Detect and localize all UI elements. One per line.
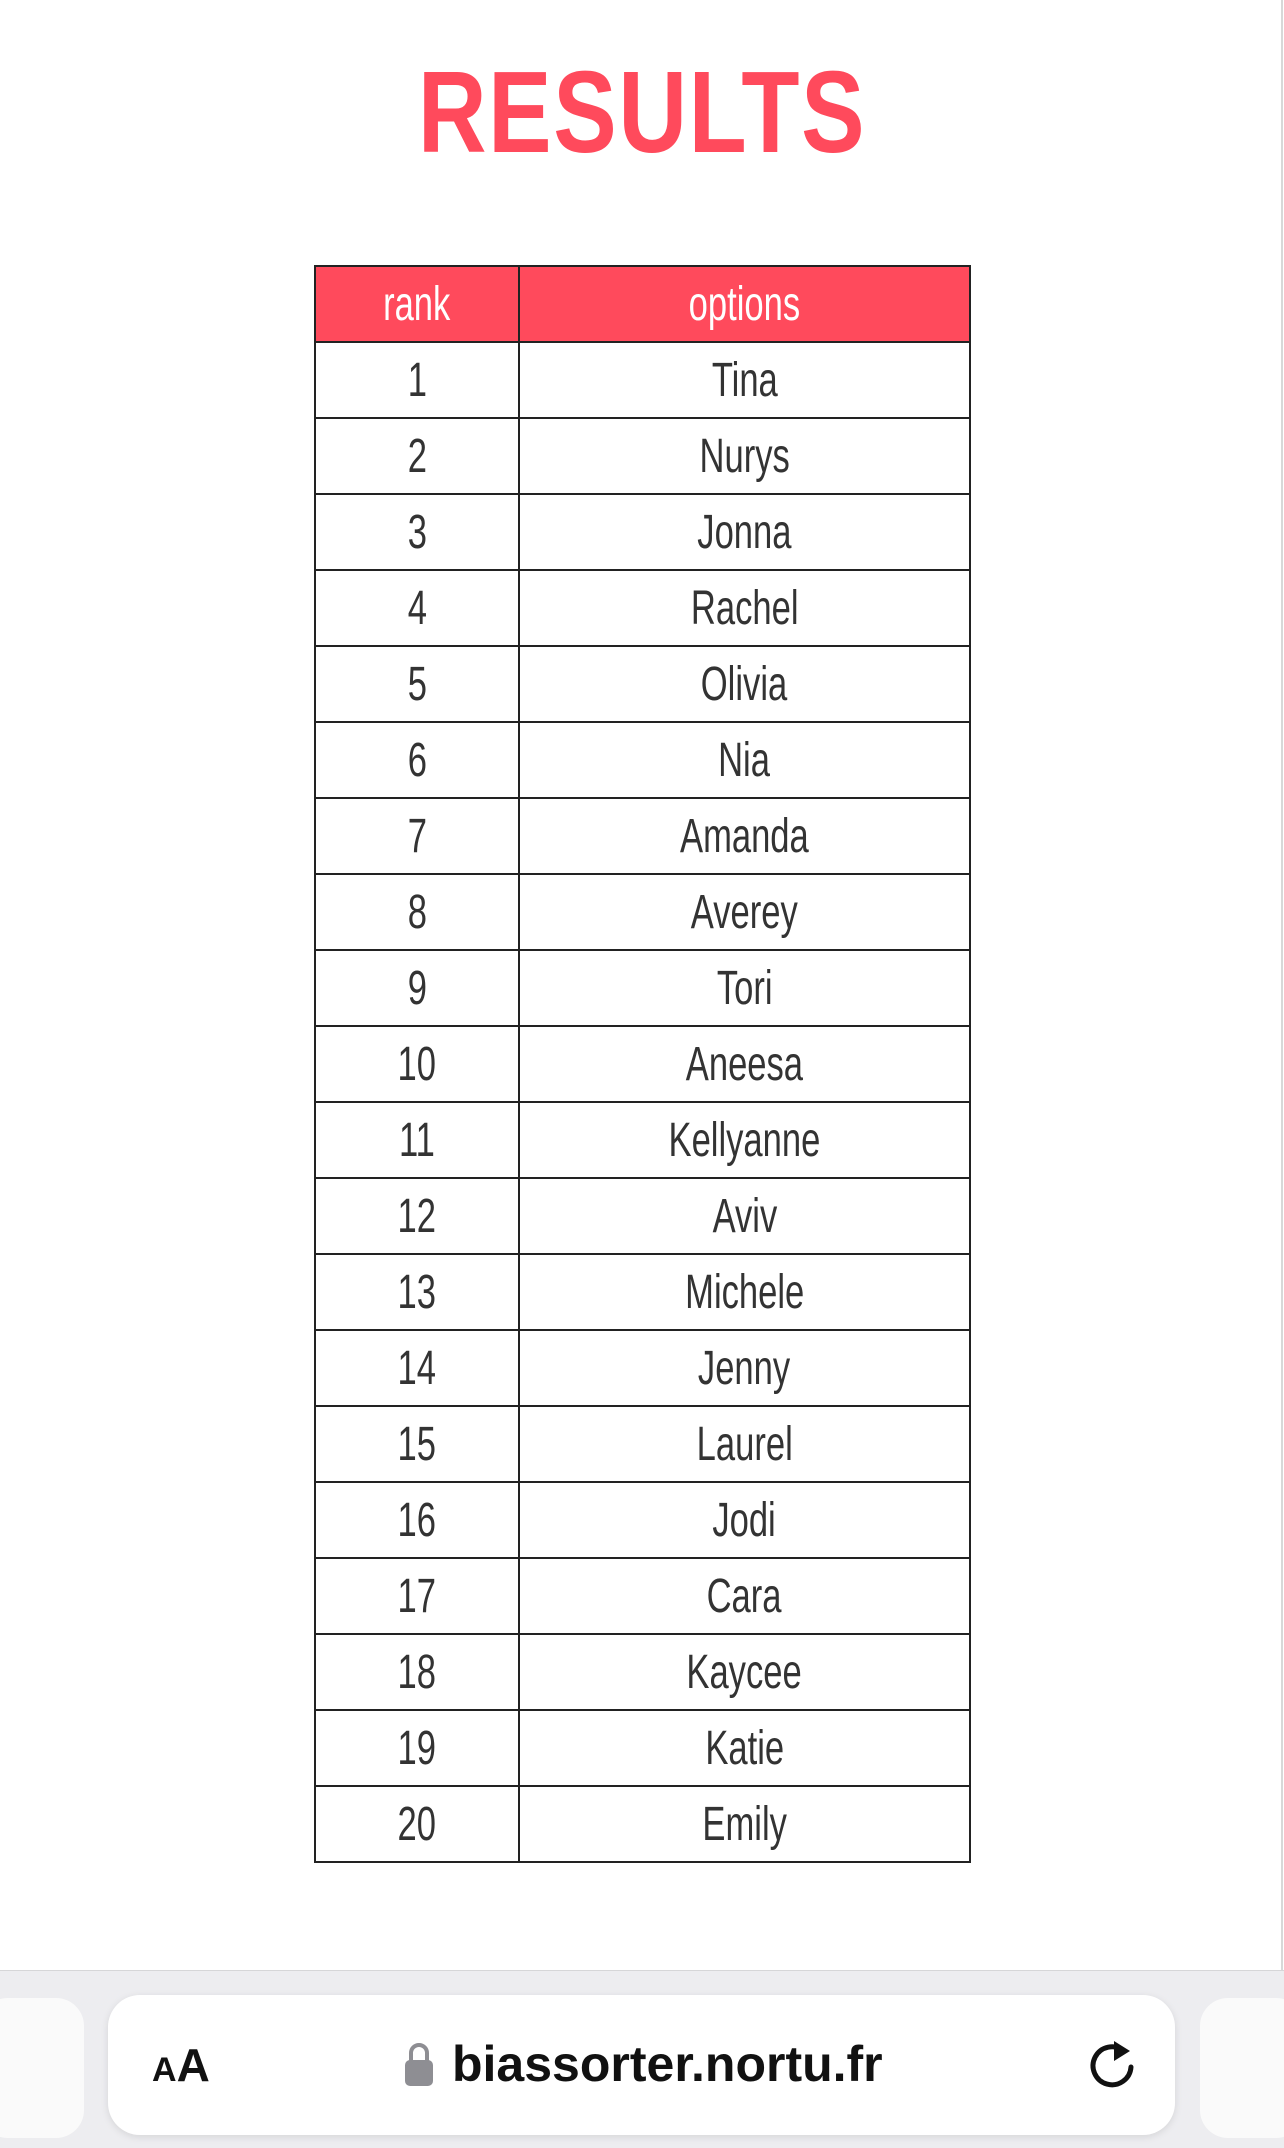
- header-rank: rank: [315, 266, 519, 342]
- text-size-button[interactable]: AA: [152, 2039, 210, 2091]
- rank-cell: 10: [315, 1026, 519, 1102]
- results-table: [314, 265, 971, 1863]
- table-row: [315, 1330, 970, 1406]
- rank-cell: 3: [315, 494, 519, 570]
- option-cell: Olivia: [519, 646, 970, 722]
- rank-cell: 13: [315, 1254, 519, 1330]
- table-row: [315, 950, 970, 1026]
- table-row: [315, 1254, 970, 1330]
- option-cell: Kaycee: [519, 1634, 970, 1710]
- rank-cell: 18: [315, 1634, 519, 1710]
- rank-cell: 14: [315, 1330, 519, 1406]
- rank-cell: 7: [315, 798, 519, 874]
- option-cell: Cara: [519, 1558, 970, 1634]
- option-cell: Jodi: [519, 1482, 970, 1558]
- rank-cell: 5: [315, 646, 519, 722]
- table-row: [315, 494, 970, 570]
- rank-cell: 6: [315, 722, 519, 798]
- option-cell: Aviv: [519, 1178, 970, 1254]
- option-cell: Rachel: [519, 570, 970, 646]
- option-cell: Laurel: [519, 1406, 970, 1482]
- option-cell: Jenny: [519, 1330, 970, 1406]
- rank-cell: 16: [315, 1482, 519, 1558]
- rank-cell: 15: [315, 1406, 519, 1482]
- rank-cell: 8: [315, 874, 519, 950]
- table-row: [315, 1558, 970, 1634]
- table-row: [315, 342, 970, 418]
- rank-cell: 19: [315, 1710, 519, 1786]
- option-cell: Aneesa: [519, 1026, 970, 1102]
- table-row: [315, 418, 970, 494]
- option-cell: Tori: [519, 950, 970, 1026]
- table-row: [315, 1634, 970, 1710]
- option-cell: Nia: [519, 722, 970, 798]
- previous-tab-preview[interactable]: [0, 1998, 84, 2138]
- table-row: [315, 874, 970, 950]
- table-row: [315, 570, 970, 646]
- option-cell: Averey: [519, 874, 970, 950]
- rank-cell: 1: [315, 342, 519, 418]
- table-row: [315, 1786, 970, 1862]
- option-cell: Katie: [519, 1710, 970, 1786]
- address-bar[interactable]: [108, 1995, 1175, 2135]
- table-row: [315, 1482, 970, 1558]
- reload-icon[interactable]: [1084, 2037, 1140, 2093]
- table-row: [315, 1710, 970, 1786]
- browser-toolbar: [0, 1970, 1284, 2148]
- rank-cell: 4: [315, 570, 519, 646]
- rank-cell: 12: [315, 1178, 519, 1254]
- table-row: [315, 798, 970, 874]
- lock-icon: [404, 2039, 434, 2091]
- rank-cell: 9: [315, 950, 519, 1026]
- option-cell: Kellyanne: [519, 1102, 970, 1178]
- table-row: [315, 646, 970, 722]
- url-text[interactable]: biassorter.nortu.fr: [452, 2036, 883, 2092]
- rank-cell: 2: [315, 418, 519, 494]
- table-row: [315, 722, 970, 798]
- table-row: [315, 1178, 970, 1254]
- rank-cell: 17: [315, 1558, 519, 1634]
- table-row: [315, 1406, 970, 1482]
- option-cell: Michele: [519, 1254, 970, 1330]
- table-row: [315, 1026, 970, 1102]
- option-cell: Tina: [519, 342, 970, 418]
- option-cell: Emily: [519, 1786, 970, 1862]
- rank-cell: 20: [315, 1786, 519, 1862]
- option-cell: Amanda: [519, 798, 970, 874]
- header-options: options: [519, 266, 970, 342]
- page-title: RESULTS: [417, 47, 867, 177]
- rank-cell: 11: [315, 1102, 519, 1178]
- next-tab-preview[interactable]: [1200, 1998, 1284, 2138]
- table-row: [315, 1102, 970, 1178]
- table-header-row: [315, 266, 970, 342]
- option-cell: Nurys: [519, 418, 970, 494]
- option-cell: Jonna: [519, 494, 970, 570]
